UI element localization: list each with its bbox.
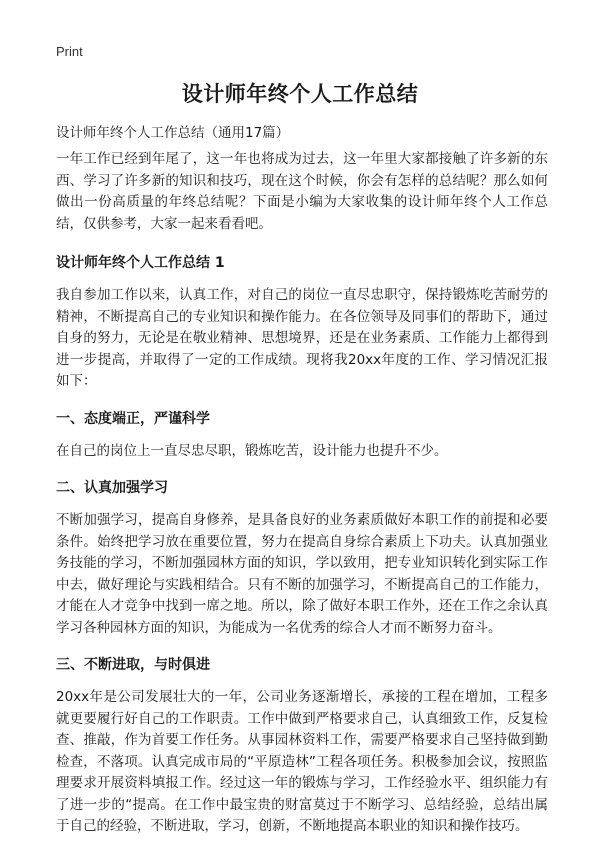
section-body-learning: 不断加强学习，提高自身修养，是具备良好的业务素质做好本职工作的前提和必要条件。始终把学习放在重要位置，努力在提高自身综合素质上下功夫。认真加强业务技能的学习，不断加强园林方面的知识，学以致用，把专业知识转化到实际工作中去，做好理论与实践相结合。只有不断的加强学习，不断提高自己的工作能力，才能在人才竞争中找到一席之地。所以，除了做好本职工作外，还在工作之余认真学习各种园林方面的知识，为能成为一名优秀的综合人才而不断努力奋斗。 <box>56 512 548 636</box>
section-heading-learning: 二、认真加强学习 <box>56 480 168 496</box>
section-title: 设计师年终个人工作总结 1 <box>56 255 225 271</box>
section-body-attitude: 在自己的岗位上一直尽忠尽职，锻炼吃苦，设计能力也提升不少。 <box>56 442 448 459</box>
page-title: 设计师年终个人工作总结 <box>181 82 419 106</box>
section-heading-attitude: 一、态度端正，严谨科学 <box>56 410 210 427</box>
intro-paragraph: 一年工作已经到年尾了，这一年也将成为过去，这一年里大家都接触了许多新的东西、学习了许多新的知识和技巧，现在这个时候，你会有怎样的总结呢？那么如何做出一份高质量的年终总结呢？下面是小编为大家收集的设计师年终个人工作总结，仅供参考，大家一起来看看吧。 <box>56 151 548 232</box>
section-heading-progress: 三、不断进取，与时俱进 <box>56 657 210 673</box>
print-link[interactable]: Print <box>56 44 83 59</box>
document-body <box>56 149 548 848</box>
section-intro-paragraph: 我自参加工作以来，认真工作，对自己的岗位一直尽忠职守，保持锻炼吃苦耐劳的精神，不断提高自己的专业知识和操作能力。在各位领导及同事们的帮助下，通过自身的努力，无论是在敬业精神、思想境界，还是在业务素质、工作能力上都得到进一步提高，并取得了一定的工作成绩。现将我20xx年度的工作、学习情况汇报如下： <box>56 287 548 389</box>
section-body-progress: 20xx年是公司发展壮大的一年，公司业务逐渐增长，承接的工程在增加，工程多就更要履行好自己的工作职责。工作中做到严格要求自己，认真细致工作，反复检查、推敲，作为首要工作任务。从事园林资料工作，需要严格要求自己坚持做到勤检查，不落项。认真完成市局的“平原造林”工程各项任务。积极参加会议，按照监理要求开展资料填报工作。经过这一年的锻炼与学习，工作经验水平、组织能力有了进一步的“提高。在工作中最宝贵的财富莫过于不断学习、总结经验，总结出属于自己的经验，不断进取，学习，创新，不断地提高本职业的知识和操作技巧。 <box>56 689 548 834</box>
document-subtitle: 设计师年终个人工作总结（通用17篇） <box>56 125 290 141</box>
